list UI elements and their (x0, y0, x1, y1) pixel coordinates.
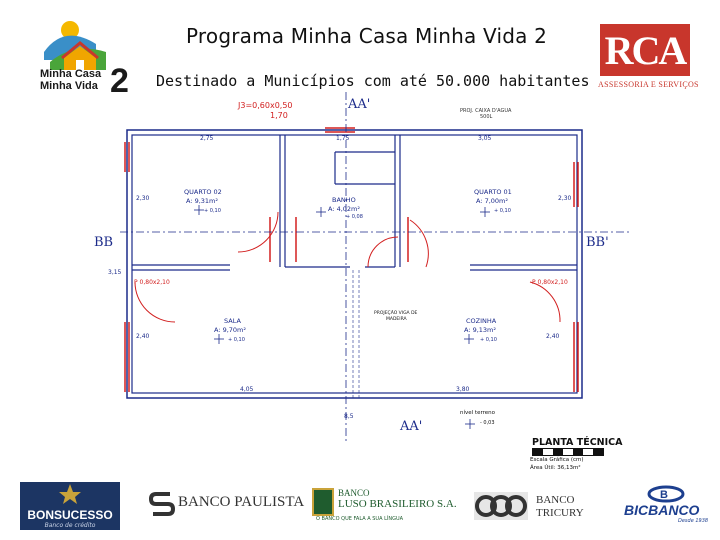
mcmv-number: 2 (110, 62, 129, 100)
room-level: + 0,10 (494, 208, 511, 214)
svg-text:2,30: 2,30 (558, 195, 572, 202)
section-marker-bb-left: BB (94, 235, 114, 250)
section-marker-aa-top: AA' (348, 97, 371, 112)
room-area: A: 9,70m² (214, 326, 246, 334)
room-name: BANHO (332, 196, 356, 204)
outer-walls (127, 130, 582, 398)
bicbanco-tagline: Desde 1938 (678, 518, 709, 524)
useful-area: Área Útil: 36,13m² (530, 465, 581, 471)
door-label-left: P 0,80x2,10 (134, 279, 170, 286)
mcmv-logo (34, 18, 134, 98)
svg-text:4,05: 4,05 (240, 386, 254, 393)
window-top-sub: 1,70 (270, 111, 288, 120)
scale-label: Escala Gráfica (cm) (530, 457, 584, 463)
luso-tagline: O BANCO QUE FALA A SUA LÍNGUA (316, 516, 404, 522)
room-level: + 0,10 (228, 337, 245, 343)
section-marker-bb-right: BB' (586, 235, 609, 250)
mcmv-line2: Minha Vida (40, 80, 98, 92)
luso-line2: LUSO BRASILEIRO S.A. (338, 498, 457, 510)
top-right-note: PROJ. CAIXA D'AGUA (460, 108, 512, 114)
svg-text:2,40: 2,40 (546, 333, 560, 340)
svg-text:3,05: 3,05 (478, 135, 492, 142)
rca-logo-letters: RCA (604, 28, 686, 73)
luso-brasileiro-logo (312, 486, 460, 526)
room-name: QUARTO 02 (184, 188, 222, 196)
svg-text:2,30: 2,30 (136, 195, 150, 202)
mcmv-line1: Minha Casa (40, 68, 102, 80)
dimension-labels (108, 135, 572, 420)
bonsucesso-logo (20, 482, 120, 530)
level-value: - 0,03 (480, 420, 495, 426)
scale-bar (532, 448, 604, 456)
rca-logo-tagline: ASSESSORIA E SERVIÇOS (598, 80, 699, 89)
top-right-note2: 500L (480, 114, 493, 120)
svg-text:2,40: 2,40 (136, 333, 150, 340)
tricury-line2: TRICURY (536, 507, 584, 519)
room-name: QUARTO 01 (474, 188, 512, 196)
room-area: A: 4,02m² (328, 205, 360, 213)
projection-note2: MADEIRA (386, 317, 407, 322)
room-level: + 0,10 (480, 337, 497, 343)
windows (125, 128, 578, 392)
banco-paulista-name: BANCO PAULISTA (178, 494, 305, 510)
bicbanco-logo (620, 486, 712, 526)
bonsucesso-name: BONSUCESSO (27, 508, 113, 522)
room-labels (184, 188, 512, 343)
svg-text:2,75: 2,75 (200, 135, 214, 142)
star-icon (20, 482, 120, 504)
banco-tricury-logo (474, 488, 590, 524)
svg-text:B: B (660, 489, 668, 501)
bonsucesso-tagline: Banco de crédito (44, 522, 96, 529)
luso-line1: BANCO (338, 488, 370, 498)
page-title: Programa Minha Casa Minha Vida 2 (186, 24, 548, 48)
room-area: A: 7,00m² (476, 197, 508, 205)
svg-text:3,80: 3,80 (456, 386, 470, 393)
bicbanco-emblem-icon (648, 486, 684, 502)
window-top-label: J3=0,60x0,50 (238, 101, 293, 110)
luso-emblem-icon (312, 488, 334, 516)
door-label-right: P 0,80x2,10 (532, 279, 568, 286)
room-area: A: 9,13m² (464, 326, 496, 334)
tricury-line1: BANCO (536, 494, 575, 506)
room-level: + 0,10 (204, 208, 221, 214)
svg-text:1,75: 1,75 (336, 135, 350, 142)
beam-projection (353, 270, 359, 398)
level-label: nível terreno (460, 410, 496, 416)
paulista-s-icon (148, 488, 176, 520)
bicbanco-name: BICBANCO (624, 502, 700, 518)
page-subtitle: Destinado a Municípios com até 50.000 habitantes (156, 72, 590, 90)
svg-text:8,5: 8,5 (344, 413, 354, 420)
tricury-emblem-icon (474, 492, 528, 520)
section-marker-aa-bottom: AA' (400, 419, 423, 434)
projection-note: PROJEÇÃO VIGA DE (374, 311, 418, 316)
room-name: SALA (224, 317, 241, 325)
technical-title: PLANTA TÉCNICA (532, 437, 623, 448)
banco-paulista-logo (148, 488, 305, 520)
room-area: A: 9,31m² (186, 197, 218, 205)
floor-plan (94, 92, 630, 448)
room-name: COZINHA (466, 317, 497, 325)
svg-text:3,15: 3,15 (108, 269, 122, 276)
room-level: + 0,08 (346, 214, 363, 220)
